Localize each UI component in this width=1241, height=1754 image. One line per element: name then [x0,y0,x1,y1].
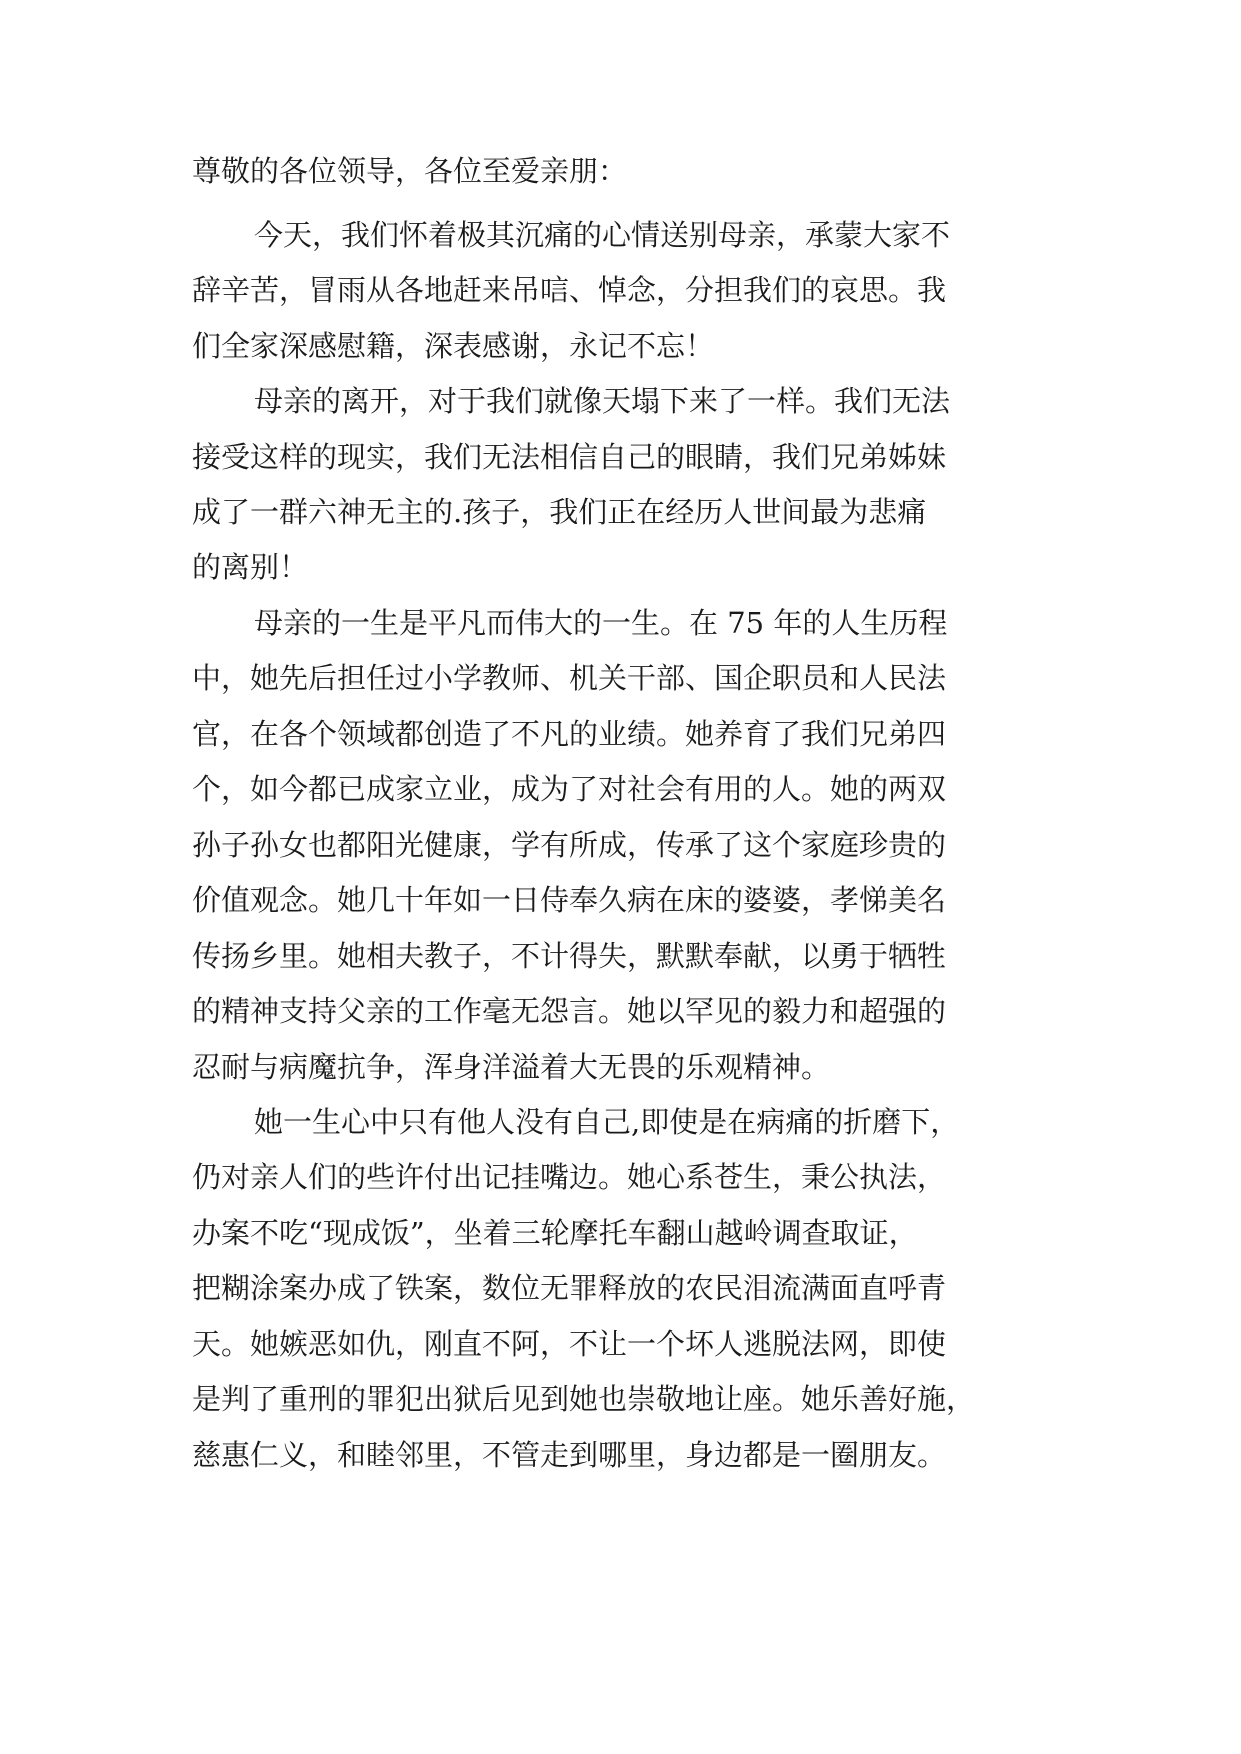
paragraph-1-line-3: 们全家深感慰籍，深表感谢，永记不忘！ [192,329,715,363]
paragraph-4-line-3: 办案不吃“现成饭”，坐着三轮摩托车翻山越岭调查取证， [192,1216,918,1250]
paragraph-3-line-6: 价值观念。她几十年如一日侍奉久病在床的婆婆，孝悌美名 [192,883,947,917]
paragraph-4-line-6: 是判了重刑的罪犯出狱后见到她也崇敬地让座。她乐善好施， [192,1382,976,1416]
paragraph-2-line-2: 接受这样的现实，我们无法相信自己的眼睛，我们兄弟姊妹 [192,440,947,474]
paragraph-3-line-3: 官，在各个领域都创造了不凡的业绩。她养育了我们兄弟四 [192,717,947,751]
paragraph-3-line-8: 的精神支持父亲的工作毫无怨言。她以罕见的毅力和超强的 [192,994,947,1028]
paragraph-3-line-5: 孙子孙女也都阳光健康，学有所成，传承了这个家庭珍贵的 [192,828,947,862]
paragraph-3-line-9: 忍耐与病魔抗争，浑身洋溢着大无畏的乐观精神。 [192,1050,831,1084]
paragraph-4-line-7: 慈惠仁义，和睦邻里，不管走到哪里，身边都是一圈朋友。 [192,1438,947,1472]
paragraph-3-line-4: 个，如今都已成家立业，成为了对社会有用的人。她的两双 [192,772,947,806]
paragraph-2-line-3: 成了一群六神无主的.孩子，我们正在经历人世间最为悲痛 [192,495,927,529]
paragraph-4-line-2: 仍对亲人们的些许付出记挂嘴边。她心系苍生，秉公执法， [192,1160,947,1194]
paragraph-3-line-1: 母亲的一生是平凡而伟大的一生。在 75 年的人生历程 [254,606,948,640]
salutation: 尊敬的各位领导，各位至爱亲朋： [192,154,628,188]
paragraph-3-line-7: 传扬乡里。她相夫教子，不计得失，默默奉献，以勇于牺牲 [192,939,947,973]
paragraph-1-line-2: 辞辛苦，冒雨从各地赶来吊唁、悼念，分担我们的哀思。我 [192,273,947,307]
paragraph-2-line-1: 母亲的离开，对于我们就像天塌下来了一样。我们无法 [254,384,951,418]
paragraph-1-line-1: 今天，我们怀着极其沉痛的心情送别母亲，承蒙大家不 [254,218,951,252]
paragraph-4-line-4: 把糊涂案办成了铁案，数位无罪释放的农民泪流满面直呼青 [192,1271,947,1305]
paragraph-2-line-4: 的离别！ [192,550,309,584]
paragraph-4-line-5: 天。她嫉恶如仇，刚直不阿，不让一个坏人逃脱法网，即使 [192,1327,947,1361]
paragraph-4-line-1: 她一生心中只有他人没有自己,即使是在病痛的折磨下， [254,1105,960,1139]
paragraph-3-line-2: 中，她先后担任过小学教师、机关干部、国企职员和人民法 [192,661,947,695]
